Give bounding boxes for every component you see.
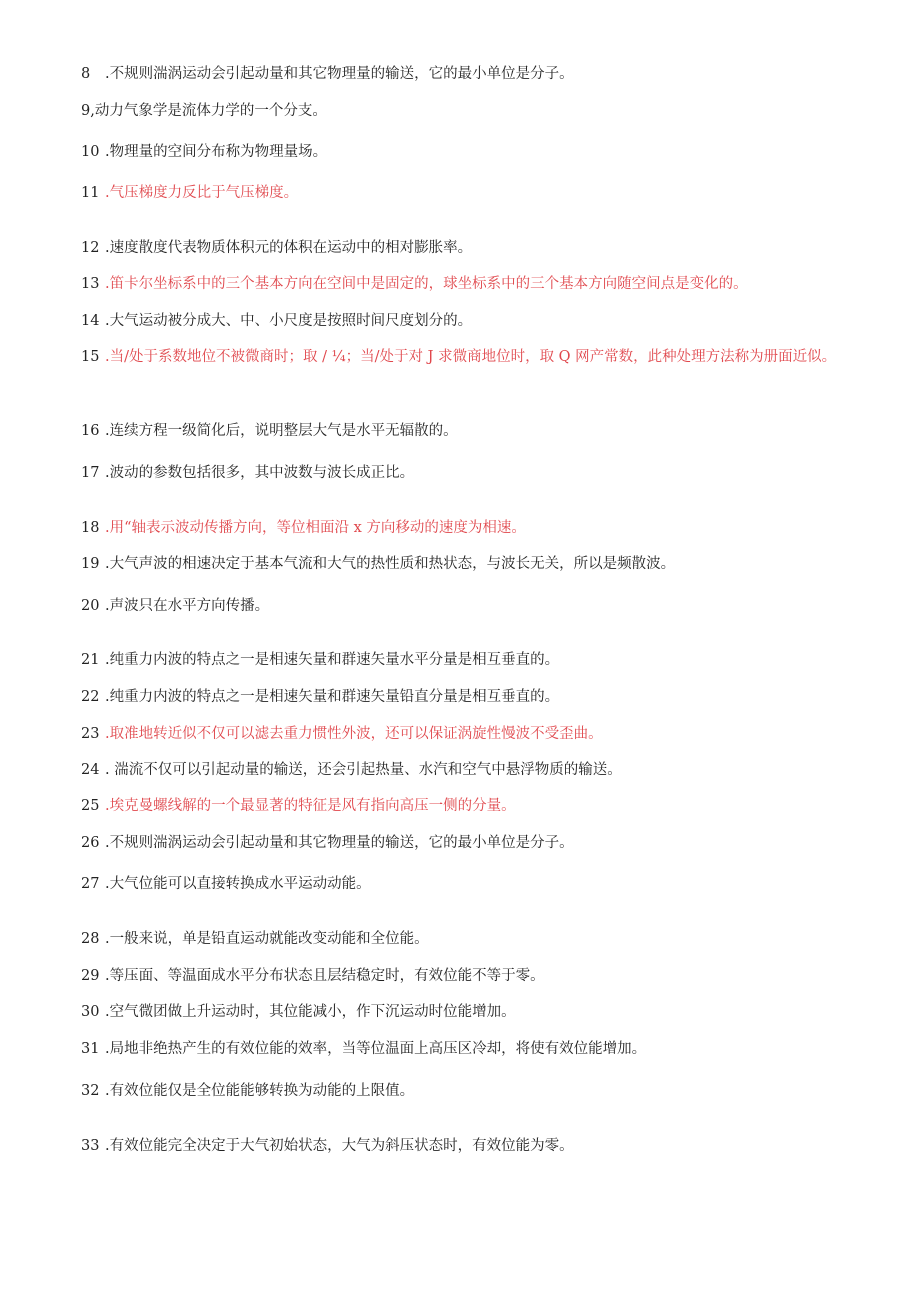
- item-text: .用“轴表示波动传播方向，等位相面沿 x 方向移动的速度为相速。: [105, 520, 526, 536]
- item-number: 18: [81, 520, 100, 536]
- item-number: 27: [81, 876, 100, 892]
- item-number: 11: [81, 185, 100, 201]
- item-text: .有效位能仅是全位能能够转换为动能的上限值。: [105, 1083, 415, 1099]
- item-text: .空气微团做上升运动时，其位能减小，作下沉运动时位能增加。: [105, 1004, 516, 1020]
- list-item: [81, 680, 851, 714]
- item-number: 21: [81, 652, 100, 668]
- list-item: [81, 304, 851, 338]
- item-number: 22: [81, 689, 100, 705]
- item-number: 26: [81, 835, 100, 851]
- item-text: .气压梯度力反比于气压梯度。: [105, 185, 299, 201]
- list-item: [81, 922, 851, 956]
- item-text: .当/处于系数地位不被微商时；取 / ¼；当/处于对 J 求微商地位时，取 Q 网产常数，此种处理方法称为册面近似。: [105, 349, 837, 365]
- item-number: 17: [81, 465, 100, 481]
- item-number: 30: [81, 1004, 100, 1020]
- item-number: 32: [81, 1083, 100, 1099]
- list-item: [81, 1129, 851, 1163]
- list-item: [81, 995, 851, 1029]
- list-item: [81, 231, 851, 265]
- list-item: [81, 57, 851, 91]
- item-number: 31: [81, 1041, 100, 1057]
- list-item-highlighted: [81, 511, 851, 545]
- list-item: [81, 826, 851, 860]
- item-number: 19: [81, 556, 100, 572]
- list-item-highlighted: [81, 267, 851, 301]
- item-text: .声波只在水平方向传播。: [105, 598, 270, 614]
- item-number: 20: [81, 598, 100, 614]
- item-number: 13: [81, 276, 100, 292]
- item-number: 12: [81, 240, 100, 256]
- item-text: . 湍流不仅可以引起动量的输送，还会引起热量、水汽和空气中悬浮物质的输送。: [105, 762, 622, 778]
- item-text: .取准地转近似不仅可以滤去重力惯性外波，还可以保证涡旋性慢波不受歪曲。: [105, 726, 603, 742]
- item-number: 9,: [81, 103, 95, 119]
- list-item: [81, 643, 851, 677]
- item-text: .等压面、等温面成水平分布状态且层结稳定时，有效位能不等于零。: [105, 968, 545, 984]
- list-item: [81, 135, 851, 169]
- list-item: [81, 959, 851, 993]
- item-text: .纯重力内波的特点之一是相速矢量和群速矢量铅直分量是相互垂直的。: [105, 689, 560, 705]
- item-text: 动力气象学是流体力学的一个分支。: [94, 103, 327, 119]
- list-item: [81, 867, 851, 901]
- item-text: .大气运动被分成大、中、小尺度是按照时间尺度划分的。: [105, 313, 473, 329]
- item-text: .笛卡尔坐标系中的三个基本方向在空间中是固定的，球坐标系中的三个基本方向随空间点是变化的。: [105, 276, 748, 292]
- item-text: .连续方程一级简化后，说明整层大气是水平无辐散的。: [105, 423, 458, 439]
- list-item: [81, 589, 851, 623]
- item-number: 16: [81, 423, 100, 439]
- list-item: [81, 456, 851, 490]
- list-item: [81, 1074, 851, 1108]
- item-text: .波动的参数包括很多，其中波数与波长成正比。: [105, 465, 415, 481]
- item-number: 8: [81, 66, 91, 82]
- list-item: [81, 753, 851, 787]
- item-text: .纯重力内波的特点之一是相速矢量和群速矢量水平分量是相互垂直的。: [105, 652, 560, 668]
- item-number: 25: [81, 798, 100, 814]
- list-item: [81, 414, 851, 448]
- item-text: .大气声波的相速决定于基本气流和大气的热性质和热状态，与波长无关，所以是频散波。: [105, 556, 676, 572]
- list-item-wrapped: [81, 339, 851, 411]
- item-text: .速度散度代表物质体积元的体积在运动中的相对膨胀率。: [105, 240, 473, 256]
- list-item-highlighted: [81, 176, 851, 210]
- list-item-highlighted: [81, 717, 851, 751]
- list-item-highlighted: [81, 789, 851, 823]
- item-text: .物理量的空间分布称为物理量场。: [105, 144, 328, 160]
- item-number: 24: [81, 762, 100, 778]
- item-number: 28: [81, 931, 100, 947]
- item-number: 15: [81, 349, 100, 365]
- item-text: .大气位能可以直接转换成水平运动动能。: [105, 876, 371, 892]
- item-number: 10: [81, 144, 100, 160]
- item-text: .不规则湍涡运动会引起动量和其它物理量的输送，它的最小单位是分子。: [105, 66, 574, 82]
- item-text: .不规则湍涡运动会引起动量和其它物理量的输送，它的最小单位是分子。: [105, 835, 574, 851]
- list-item: [81, 547, 851, 581]
- item-text: .局地非绝热产生的有效位能的效率，当等位温面上高压区冷却，将使有效位能增加。: [105, 1041, 647, 1057]
- list-item: [81, 1032, 851, 1066]
- item-number: 23: [81, 726, 100, 742]
- item-text: .有效位能完全决定于大气初始状态，大气为斜压状态时，有效位能为零。: [105, 1138, 574, 1154]
- item-number: 29: [81, 968, 100, 984]
- item-number: 14: [81, 313, 100, 329]
- item-content: [81, 339, 851, 375]
- item-text: .一般来说，单是铅直运动就能改变动能和全位能。: [105, 931, 429, 947]
- list-item: [81, 94, 851, 128]
- item-number: 33: [81, 1138, 100, 1154]
- item-text: .埃克曼螺线解的一个最显著的特征是风有指向高压一侧的分量。: [105, 798, 516, 814]
